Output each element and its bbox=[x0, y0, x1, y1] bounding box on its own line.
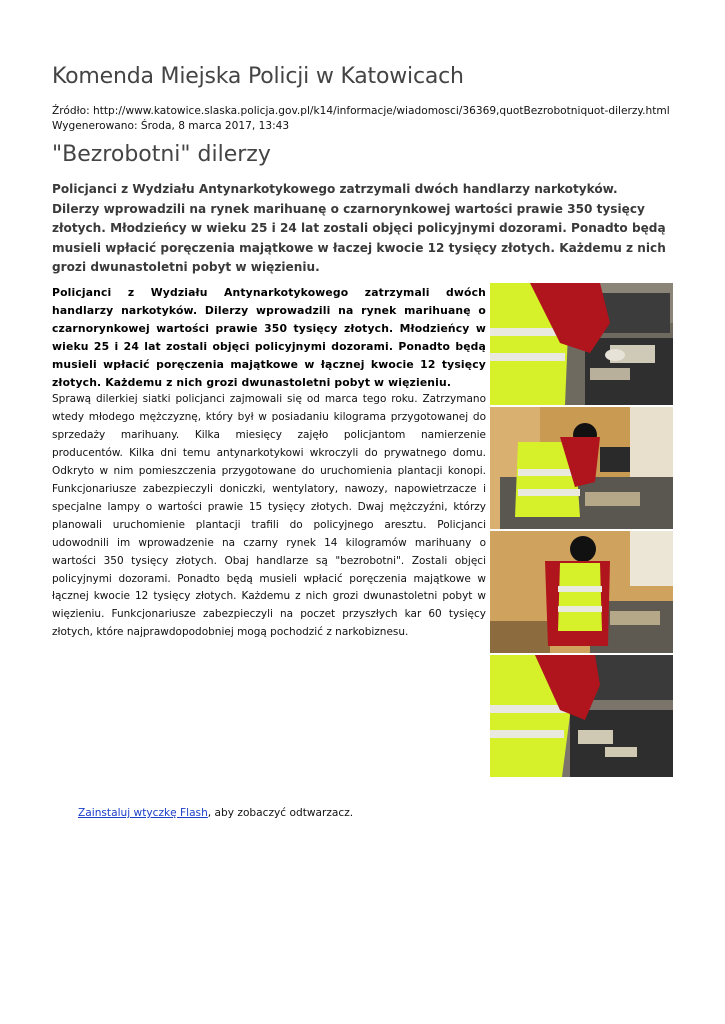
photo-officer-at-desk bbox=[490, 407, 673, 529]
generated-line: Wygenerowano: Środa, 8 marca 2017, 13:43 bbox=[52, 120, 290, 132]
photo-officer-with-evidence-1 bbox=[490, 283, 673, 405]
photo-officer-with-evidence-2 bbox=[490, 655, 673, 777]
article-lead: Policjanci z Wydziału Antynarkotykowego zatrzymali dwóch handlarzy narkotyków. Dilerzy wprowadzili na rynek marihuanę o czarnorynkowej wartości prawie 350 tysięcy złotych. Młodzieńcy w wieku 25 i 24 lat zostali objęci policyjnymi dozorami. Ponadto będą musieli wpłacić poręczenia majątkowe w łaczej kwocie 12 tysięcy złotych. Każdemu z nich grozi dwunastoletni pobyt w więzieniu. bbox=[52, 182, 666, 274]
article-body bbox=[52, 284, 486, 642]
flash-notice-suffix: , aby zobaczyć odtwarzacz. bbox=[207, 807, 354, 819]
body-paragraph: Sprawą dilerkiej siatki policjanci zajmowali się od marca tego roku. Zatrzymano wtedy młodego mężczyznę, który był w posiadaniu kilograma przygotowanej do sprzedaży marihuany. Kilka miesięcy zajęło policjantom namierzenie producentów. Kilka dni temu antynarkotykowi wkroczyli do prywatnego domu. Odkryto w nim pomieszczenia przygotowane do uruchomienia plantacji konopi. Funkcjonariusze zabezpieczyli doniczki, wentylatory, nawozy, napowietrzacze i specjalne lampy o wartości prawie 15 tysięcy złotych. Dwaj mężczyźni, którzy planowali uruchomienie plantacji trafili do policyjnego aresztu. Policjanci udowodnili im wprowadzenie na czarny rynek 14 kilogramów marihuany o wartości 350 tysięcy złotych. Obaj handlarze są "bezrobotni". Zostali objęci policyjnymi dozorami. Ponadto będą musieli wpłacić poręczenia majątkowe w łącznej kwocie 12 tysięcy złotych. Każdemu z nich grozi dwunastoletni pobyt w więzieniu. Funkcjonariusze zabezpieczyli na poczet przyszłych kar 60 tysięcy złotych, które najprawdopodobniej mogą pochodzić z narkobiznesu. bbox=[52, 393, 486, 639]
body-lead-paragraph: Policjanci z Wydziału Antynarkotykowego zatrzymali dwóch handlarzy narkotyków. Dilerzy wprowadzili na rynek marihuanę o czarnorynkowej wartości prawie 350 tysięcy złotych. Młodzieńcy w wieku 25 i 24 lat zostali objęci policyjnymi dozorami. Ponadto będą musieli wpłacić poręczenia majątkowe w łącznej kwocie 12 tysięcy złotych. Każdemu z nich grozi dwunastoletni pobyt w więzieniu. bbox=[52, 286, 486, 389]
article-title: "Bezrobotni" dilerzy bbox=[52, 142, 271, 167]
install-flash-link[interactable]: Zainstaluj wtyczkę Flash bbox=[78, 807, 208, 819]
photo-gallery bbox=[490, 283, 673, 779]
source-line: Źródło: http://www.katowice.slaska.policja.gov.pl/k14/informacje/wiadomosci/36369,quotBezrobotniquot-dilerzy.html bbox=[52, 105, 670, 117]
site-title: Komenda Miejska Policji w Katowicach bbox=[52, 64, 464, 89]
document-meta bbox=[52, 104, 670, 134]
photo-masked-officer bbox=[490, 531, 673, 653]
flash-notice bbox=[78, 807, 353, 819]
